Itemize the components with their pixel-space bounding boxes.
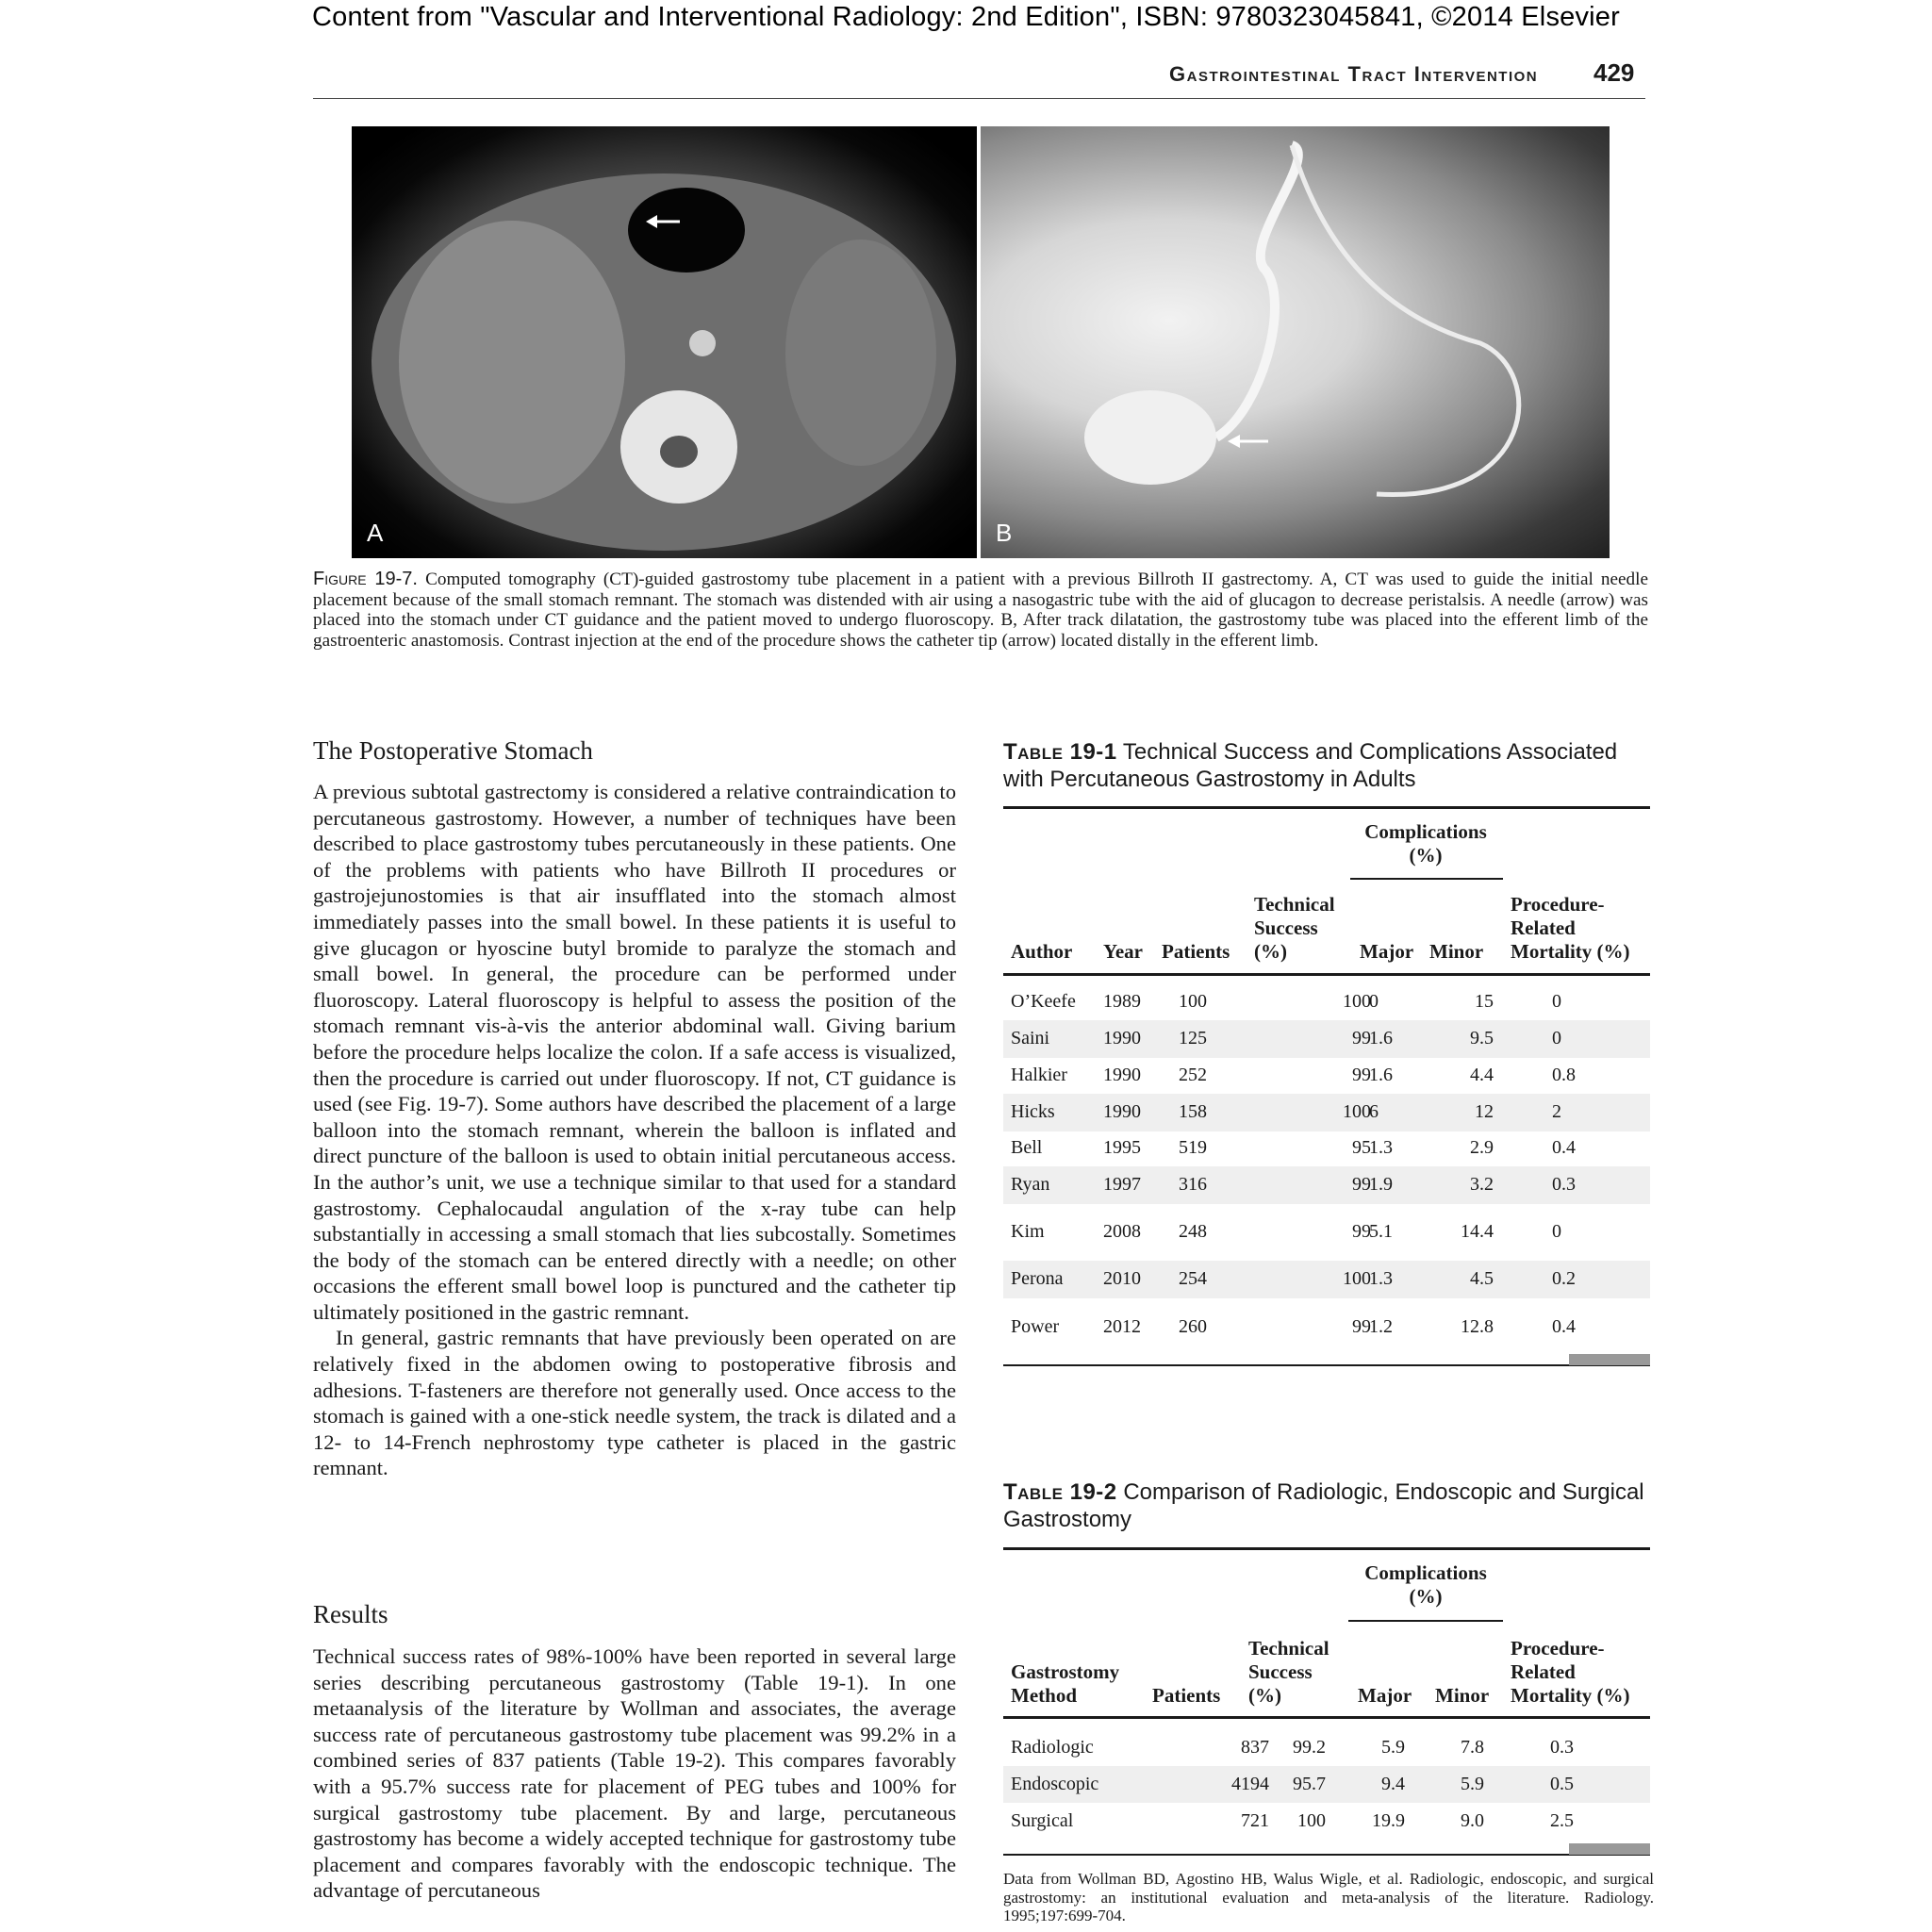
table-cell-patients: 837 [1241, 1737, 1269, 1758]
table-cell-minor: 7.8 [1461, 1737, 1484, 1758]
table-cell-success: 99 [1352, 1174, 1371, 1195]
table1-header-success: Technical Success (%) [1254, 893, 1335, 963]
table-cell-author: O’Keefe [1011, 991, 1076, 1012]
table-cell-mortality: 0.4 [1552, 1137, 1576, 1158]
ct-stomach-air [628, 188, 745, 272]
ct-image-drawing [352, 126, 977, 558]
table-cell-mortality: 0.3 [1550, 1737, 1574, 1758]
table2-group-header: Complications (%) [1364, 1561, 1487, 1608]
section-title-results: Results [313, 1600, 388, 1628]
header-rule [313, 98, 1645, 99]
table-cell-method: Endoscopic [1011, 1774, 1099, 1794]
table-cell-year: 1997 [1103, 1174, 1141, 1195]
section-body-postoperative-stomach [313, 779, 956, 1481]
table-cell-minor: 15 [1475, 991, 1494, 1012]
table-cell-minor: 5.9 [1461, 1774, 1484, 1794]
table2-end-mark [1569, 1843, 1650, 1855]
table-cell-success: 99 [1352, 1028, 1371, 1049]
figure-panel-b-fluoroscopy-image [981, 126, 1610, 558]
table-cell-patients: 254 [1179, 1268, 1207, 1289]
table-cell-mortality: 0.2 [1552, 1268, 1576, 1289]
panel-b-label: B [996, 519, 1013, 547]
section-title-postoperative-stomach: The Postoperative Stomach [313, 736, 593, 765]
table2-title [1003, 1479, 1654, 1533]
table-cell-minor: 3.2 [1470, 1174, 1494, 1195]
table-cell-mortality: 0 [1552, 1028, 1561, 1049]
table-cell-major: 1.2 [1369, 1316, 1393, 1337]
table-cell-patients: 519 [1179, 1137, 1207, 1158]
paragraph: In general, gastric remnants that have previously been operated on are relatively fixed in the abdomen owing to postoperative fibrosis and adhesions. T-fasteners are therefore not generally used. Once access to the stomach is gained with a one-stick needle system, the track is dilated and a 12- to 14-French nephrostomy type catheter is placed in the gastric remnant. [313, 1326, 956, 1480]
table2-header-patients: Patients [1152, 1684, 1221, 1707]
table-cell-minor: 4.4 [1470, 1065, 1494, 1085]
table2-bottom-rule [1003, 1854, 1650, 1856]
running-head: Gastrointestinal Tract Intervention [1169, 62, 1539, 86]
page-number: 429 [1593, 58, 1635, 87]
ct-aorta [689, 330, 716, 356]
paragraph: A previous subtotal gastrectomy is considered a relative contraindication to percutaneous gastrostomy. However, a number of techniques have been described to place gastrostomy tubes percutaneously in these patients. One of the problems with patients who have Billroth II procedures or gastrojejunostomies is that air insufflated into the stomach almost immediately passes into the small bowel. In these patients it is useful to give glucagon or hyoscine butyl bromide to paralyze the stomach and small bowel. In general, the procedure can be performed under fluoroscopy. Lateral fluoroscopy is helpful to assess the position of the stomach remnant vis-à-vis the anterior abdominal wall. Giving barium before the procedure helps localize the colon. If a safe access is visualized, then the procedure is carried out under fluoroscopy. If not, CT guidance is used (see Fig. 19-7). Some authors have described the placement of a large balloon into the stomach remnant, wherein the balloon is inflated and direct puncture of the balloon is used to obtain initial percutaneous access. In the author’s unit, we use a technique similar to that used for a standard gastrostomy. Cephalocaudal angulation of the x-ray tube can help substantially in accessing a small stomach that lies subcostally. Sometimes the body of the stomach can be entered directly with a needle; on other occasions the efferent small bowel loop is punctured and the catheter tip ultimately positioned in the gastric remnant. [313, 780, 956, 1324]
table1-title [1003, 739, 1654, 793]
table-cell-year: 1990 [1103, 1101, 1141, 1122]
table-cell-year: 1990 [1103, 1028, 1141, 1049]
table2-label: Table 19-2 [1003, 1479, 1117, 1505]
table-cell-major: 5.9 [1381, 1737, 1405, 1758]
table1-header-rule [1003, 973, 1650, 976]
table2-header-mortality: Procedure-Related Mortality (%) [1511, 1637, 1630, 1707]
table-cell-success: 100 [1343, 991, 1371, 1012]
table-cell-year: 2010 [1103, 1268, 1141, 1289]
table1-top-rule [1003, 806, 1650, 809]
table-cell-patients: 158 [1179, 1101, 1207, 1122]
table-cell-major: 9.4 [1381, 1774, 1405, 1794]
table1-header-author: Author [1011, 940, 1073, 963]
table2-group-rule [1348, 1620, 1503, 1622]
table-cell-mortality: 0.8 [1552, 1065, 1576, 1085]
table-cell-patients: 100 [1179, 991, 1207, 1012]
table-cell-mortality: 2 [1552, 1101, 1561, 1122]
ct-spleen [785, 239, 936, 466]
table2-body [1003, 1724, 1650, 1837]
table-cell-patients: 316 [1179, 1174, 1207, 1195]
table-cell-author: Kim [1011, 1221, 1045, 1242]
table-cell-mortality: 0.3 [1552, 1174, 1576, 1195]
table-cell-year: 1990 [1103, 1065, 1141, 1085]
table-cell-mortality: 0 [1552, 991, 1561, 1012]
table-cell-patients: 125 [1179, 1028, 1207, 1049]
table-cell-author: Power [1011, 1316, 1060, 1337]
table-cell-author: Halkier [1011, 1065, 1067, 1085]
table-cell-mortality: 2.5 [1550, 1810, 1574, 1831]
panel-a-label: A [367, 519, 384, 547]
table-cell-patients: 252 [1179, 1065, 1207, 1085]
table-cell-major: 0 [1369, 991, 1379, 1012]
table2-header-method: Gastrostomy Method [1011, 1660, 1120, 1707]
table1-end-mark [1569, 1354, 1650, 1365]
table1-header-patients: Patients [1162, 940, 1230, 963]
table-cell-success: 99 [1352, 1316, 1371, 1337]
table-cell-year: 1989 [1103, 991, 1141, 1012]
table-cell-success: 95 [1352, 1137, 1371, 1158]
table1-header-mortality: Procedure-Related Mortality (%) [1511, 893, 1630, 963]
table1-label: Table 19-1 [1003, 739, 1117, 765]
table-cell-minor: 12 [1475, 1101, 1494, 1122]
table-cell-minor: 14.4 [1461, 1221, 1494, 1242]
table-cell-success: 100 [1297, 1810, 1326, 1831]
table-cell-major: 1.6 [1369, 1065, 1393, 1085]
table1-body [1003, 981, 1650, 1353]
table1-header-minor: Minor [1429, 940, 1484, 963]
table-cell-success: 99 [1352, 1221, 1371, 1242]
fluoro-contrast-pool [1084, 390, 1216, 485]
section-body-results [313, 1643, 956, 1904]
table-cell-mortality: 0.4 [1552, 1316, 1576, 1337]
fluoro-catheter [1292, 145, 1519, 495]
table-cell-year: 1995 [1103, 1137, 1141, 1158]
table2-top-rule [1003, 1547, 1650, 1550]
table-cell-major: 1.3 [1369, 1268, 1393, 1289]
table-cell-major: 5.1 [1369, 1221, 1393, 1242]
table-cell-major: 1.3 [1369, 1137, 1393, 1158]
table-cell-success: 99.2 [1293, 1737, 1326, 1758]
fluoro-image-drawing [981, 126, 1610, 558]
table-cell-minor: 9.0 [1461, 1810, 1484, 1831]
table-cell-major: 1.9 [1369, 1174, 1393, 1195]
table-cell-minor: 9.5 [1470, 1028, 1494, 1049]
fluoro-arrow-head [1228, 435, 1240, 448]
table-cell-major: 19.9 [1372, 1810, 1405, 1831]
ct-liver [399, 221, 625, 504]
table-cell-author: Perona [1011, 1268, 1064, 1289]
figure-caption-text: Computed tomography (CT)-guided gastrostomy tube placement in a patient with a previous Billroth II gastrectomy. A, CT was used to guide the initial needle placement because of the small stomach remnant. The stomach was distended with air using a nasogastric tube with the aid of glucagon to decrease peristalsis. A needle (arrow) was placed into the stomach under CT guidance and the patient moved to undergo fluoroscopy. B, After track dilatation, the gastrostomy tube was placed into the efferent limb of the gastroenteric anastomosis. Contrast injection at the end of the procedure shows the catheter tip (arrow) located distally in the efferent limb. [313, 570, 1648, 651]
table-cell-author: Ryan [1011, 1174, 1050, 1195]
table-cell-author: Hicks [1011, 1101, 1055, 1122]
table-cell-year: 2008 [1103, 1221, 1141, 1242]
fluoro-bowel-contrast [1216, 145, 1298, 438]
table2-header-success: Technical Success (%) [1248, 1637, 1329, 1707]
figure-caption-label: Figure 19-7. [313, 569, 418, 589]
table1-bottom-rule [1003, 1364, 1650, 1366]
table1-title-text: Technical Success and Complications Associated with Percutaneous Gastrostomy in Adults [1003, 739, 1618, 792]
table-cell-success: 95.7 [1293, 1774, 1326, 1794]
table2-source-note: Data from Wollman BD, Agostino HB, Walus Wigle, et al. Radiologic, endoscopic, and surgical gastrostomy: an institutional evaluation and meta-analysis of the literature. Radiology. 1995;197:699-704. [1003, 1870, 1654, 1924]
table-cell-major: 1.6 [1369, 1028, 1393, 1049]
table-cell-method: Surgical [1011, 1810, 1074, 1831]
table-cell-patients: 721 [1241, 1810, 1269, 1831]
table-cell-success: 100 [1343, 1268, 1371, 1289]
table-cell-author: Saini [1011, 1028, 1050, 1049]
table-cell-mortality: 0 [1552, 1221, 1561, 1242]
table1-header-year: Year [1103, 940, 1143, 963]
table1-header-major: Major [1360, 940, 1414, 963]
table-cell-patients: 248 [1179, 1221, 1207, 1242]
paragraph: Technical success rates of 98%-100% have been reported in several large series describing percutaneous gastrostomy (Table 19-1). In one metaanalysis of the literature by Wollman and associates, the average success rate of percutaneous gastrostomy tube placement was 99.2% in a combined series of 837 patients (Table 19-2). This compares favorably with a 95.7% success rate for placement of PEG tubes and 100% for surgical gastrostomy tube placement. By and large, percutaneous gastrostomy has become a widely accepted technique for gastrostomy tube placement and compares favorably with the endoscopic technique. The advantage of percutaneous [313, 1644, 956, 1903]
table-cell-method: Radiologic [1011, 1737, 1094, 1758]
table-cell-patients: 4194 [1231, 1774, 1269, 1794]
source-banner: Content from "Vascular and Interventional Radiology: 2nd Edition", ISBN: 9780323045841, ©2014 Elsevier [312, 2, 1620, 32]
table2-header-minor: Minor [1435, 1684, 1490, 1707]
table-cell-major: 6 [1369, 1101, 1379, 1122]
table1-group-header: Complications (%) [1364, 820, 1487, 867]
table-cell-mortality: 0.5 [1550, 1774, 1574, 1794]
table-cell-minor: 4.5 [1470, 1268, 1494, 1289]
table2-title-text: Comparison of Radiologic, Endoscopic and Surgical Gastrostomy [1003, 1479, 1644, 1532]
table-cell-year: 2012 [1103, 1316, 1141, 1337]
figure-caption [313, 570, 1648, 651]
table-cell-minor: 2.9 [1470, 1137, 1494, 1158]
table2-header-rule [1003, 1716, 1650, 1719]
table-cell-success: 100 [1343, 1101, 1371, 1122]
table-cell-author: Bell [1011, 1137, 1043, 1158]
table1-group-rule [1350, 878, 1503, 880]
table-cell-patients: 260 [1179, 1316, 1207, 1337]
table-cell-success: 99 [1352, 1065, 1371, 1085]
figure-panel-a-ct-image [352, 126, 977, 558]
ct-spinal-canal [660, 436, 698, 468]
table2-header-major: Major [1358, 1684, 1412, 1707]
table-cell-minor: 12.8 [1461, 1316, 1494, 1337]
